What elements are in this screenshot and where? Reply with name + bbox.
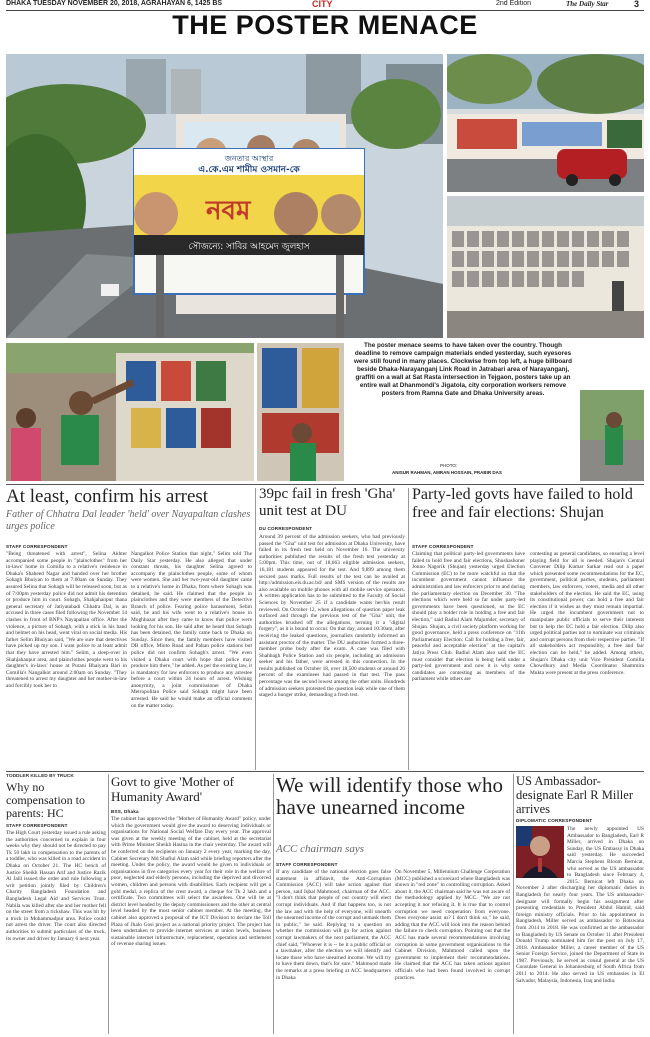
story3-byline: STAFF CORRESPONDENT xyxy=(412,544,474,549)
col-divider xyxy=(513,774,514,1034)
edition-label: 2nd Edition xyxy=(496,0,532,7)
story6-col1: If any candidate of the national election goes false statement in affidavit, the Anti-Corruption Commission (ACC) will take action against that person, said Iqbal Mahmood, chairman of the ACC. "I don't think that people of our country will elect corrupt individuals. And if that happens too, is not the law and with the help of everyone, will unearth the unearned income of the corrupt and unmask them in public," he said. Replying to a question on whether the commission will go for action against corrupt lawmakers of the next parliament, the ACC chief said, "Whoever it is -- be it a public official or a lawmaker, after the election we will identify and locate those who have unearned income. We will try to have them down, that's for sure." Mahmood made the remarks at a press briefing at ACC headquarters in Dhaka xyxy=(276,869,391,981)
billboard-photo-art xyxy=(6,54,443,338)
story2-byline: DU CORRESPONDENT xyxy=(259,526,313,531)
graffiti-photo-art xyxy=(447,54,644,192)
story6-byline: STAFF CORRESPONDENT xyxy=(276,862,338,867)
story4-byline: STAFF CORRESPONDENT xyxy=(6,823,68,828)
story5-body: The cabinet has approved the "Mother of Humanity Award" policy, under which the government would give the award to deserving individuals or organisations for National Social Welfare Day every year. The approval was given at the weekly meeting of the cabinet, held at the secretariat with Prime Minister Sheikh Hasina in the chair yesterday. The award will be conferred on the recipients on January 2 every year, marking the day, Cabinet Secretary Md Shafiul Alam said while briefing reporters after the meeting. Under the policy, the award would be given to individuals or organisations in five categories every year for their role in the welfare of poor, neglected and elderly persons, including the deprived and divorced women, children and persons with disabilities. Each recipient will get a gold medal, a replica of the crest award, a cheque for Tk 2 lakh and a certificate. Two committees will select the awardees. One will be at district level headed by the deputy commissioners and the other at central level headed by the most senior cabinet member. At the meeting, the cabinet also approved a proposal of the ICT Division to declare the Toll Plaza of Jhalo Gosi project as a national priority project. The project has been undertaken to provide internet services at union levels, business sustainable internet infrastructure, replacement, operation and settlement of revenue sharing issues. xyxy=(111,816,271,948)
story1-col1: "Being threatened with arrest", Selina Akhter accompanied some people in "plainclothes" from her in-laws' home in Comilla to a relative's residence in Dhaka's Shaheed Nagar and handed over her brother Sohagh Bhuiyan to them at 7:00am on Sunday. They assured Selina that Sohagh will be released soon, but as of 7:00pm yesterday police did not admit his detention or produce him in court. Sohagh, Shahjahanpur thana general secretary of Jatiyatabadi Chhatra Dal, is an accused in three cases filed following the November 14 clashes in front of BNP's Nayapaltan office. After the violence, a picture of Sohagh, with a stick in his hand and helmet on his head, went viral on social media. His father Selim Bhuiyan said, "We are sure that detectives have picked up my son. I want police to at least admit that they have arrested him." Selim, a sleep-over in Shahjahanpur area, and plainclothes people went to his daughter's in-laws' house at Purani Bhaiyara Bari in Comilla's Nangalkot around 2:00am on Sunday. "They threatened to arrest my daughter and her mother-in-law and forcibly took her to xyxy=(6,551,127,689)
section-rule xyxy=(6,484,644,485)
svg-text:জনতার আস্থার: জনতার আস্থার xyxy=(224,154,274,163)
story4-body: The High Court yesterday issued a rule asking the authorities concerned to explain in four weeks why they should not be directed to pay Tk 50 lakh in compensation to the parents of a toddler, who was killed in a road accident in Dhaka on October 21. The HC bench of Justice Sheikh Hassan Arif and Justice Razik Al Jalil issued the order and rule following a writ petition jointly filed by Children's Charity Bangladesh Foundation and Bangladesh Legal Aid and Services Trust. Nabila was killed after she and her mother fell on the street from a rickshaw. This was hit by a truck in Mohammadpur area. Police could not arrest the driver. The court also directed authorities to submit particulars of the truck, its owner and driver by January 6 next year. xyxy=(6,830,106,942)
section-name: CITY xyxy=(312,0,333,9)
workers-photo-3 xyxy=(580,390,644,481)
workers-photo-1-art xyxy=(6,343,254,481)
poster-wall-photo xyxy=(447,196,644,338)
story1-col2: Nangalkot Police Station that night," Selim told The Daily Star yesterday. He also alleged that under constant threats, his daughter Selina agreed to accompany the plainclothes people, some of whom were women. She and her two-year-old daughter came to a relative's home in Dhaka, from where Sohagh was detained, he said. He claimed that the people in plainclothes and they were members of the Detective Branch of police. Fearing police harassment, Selim said, he and his wife went to a relative's house in Moghbazar after they came to know that police were looking for his son. He said after he heard that Sohagh has been detained, the family came back to Dhaka on Sunday. Since then, the family members have visited DB office, Minto Road and Paltan police stations but police did not confirm Sohagh's arrest. "We even visited a Dhaka court with hope that police may produce him there," he added. As per the existing law, it is mandatory for law enforcers to produce any arrestee before a court within 24 hours of arrest. Wishing anonymity, a joint commissioner of Dhaka Metropolitan Police said Sohagh might have been arrested. He said he would make an official comment on the matter today. xyxy=(131,551,252,709)
story6-deck: ACC chairman says xyxy=(276,843,364,855)
story1-headline: At least, confirm his arrest xyxy=(6,486,209,507)
billboard-photo xyxy=(6,54,443,338)
story5-headline: Govt to give 'Mother of Humanity Award' xyxy=(111,774,234,804)
col-divider xyxy=(255,488,256,770)
svg-text:নবম: নবম xyxy=(206,196,251,226)
workers-photo-2 xyxy=(257,343,344,481)
poster-wall-photo-art xyxy=(447,196,644,338)
photo-caption: The poster menace seems to have taken over the country. Though deadline to remove campaign materials ended yesterday, such eyesores were still found in many places. Clockwise from top left, a huge billboard beside Dhaka-Narayanganj Link Road in Jatrabari area of Narayanganj, graffiti on a wall at Sat Rasta intersection in Tejgaon, posters take up an entire wall at Dhanmondi's Jigatola, city corporation workers remove posters from Ramna Gate and Dhaka University areas. xyxy=(354,342,572,397)
story1-deck: Father of Chhatra Dal leader 'held' over Nayapaltan clashes urges police xyxy=(6,509,251,532)
section-rule xyxy=(6,771,644,772)
col-divider xyxy=(408,488,409,770)
workers-photo-2-art xyxy=(257,343,344,481)
svg-text:সৌজন্যে: সাবির আহমেদ জুলহাস: সৌজন্যে: সাবির আহমেদ জুলহাস xyxy=(188,242,310,252)
svg-text:এ.কে.এম শামীম ওসমান-কে: এ.কে.এম শামীম ওসমান-কে xyxy=(198,165,300,175)
paper-name: The Daily Star xyxy=(566,0,609,8)
story3-col1: Claiming that political party-led governments have failed to hold free and fair elections, Shushashoner Jonno Nagorik (Shujan) yesterday urged Election Commission (EC) to be more watchful so that the incumbent government cannot influence the administration and law enforcers prior to and during the parliamentary election on December 30. "The elections which were held so far under party-led governments have been questioned, so the EC should play a bolder role in holding a free and fair election," said Badiul Alam Majumder, secretary of Shujan. Shujan, a civil society platform working for good governance, held a press conference on "11th Parliamentary Election: Call for holding a free, fair, peaceful and acceptable election" at the capital's Jatiya Press Club. Badiul Alam also said the EC must consider that election is being held under a party-led government and now it is why some candidates are contesting as members of the parliament while others are xyxy=(412,551,525,683)
story7-headline: US Ambassador-designate Earl R Miller arrives xyxy=(516,774,633,816)
story6-headline: We will identify those who have unearned income xyxy=(276,773,503,819)
graffiti-photo xyxy=(447,54,644,192)
page-number: 3 xyxy=(634,0,640,9)
story3-col2: contesting as general candidates, so ensuring a level playing field for all is needed. Shujan's Central Convener Dilip Kumar Sarkar read out a paper which presented some recommendations for the EC, government, political parties, students, parliament members, law enforcers, voters, media and all other stakeholders of the election. He said the EC, using its constitutional power, can hold a free and fair election if it wishes as they must remain impartial. He urged the incumbent government not to manipulate public officials to serve their interests but to help the EC hold a fair election. Dilip also urged political parties not to nominate war criminals and corrupt persons from their respective parties. "If all stakeholders act responsibly, a free and fair election can be held," he added. Among others, Shujan's Dhaka city unit Vice President Comilla Chowdhury and Media Coordinator Shammira Mukta were present at the press conference. xyxy=(530,551,644,676)
col-divider xyxy=(108,774,109,1034)
story2-body: Around 39 percent of the admission seekers, who had previously passed the "Gha" unit test for admission at Dhaka University, have failed in its fresh test held on November 16. The university authorities published the results of the fresh test yesterday at 5:00pm. This time, out of 18,663 eligible admission seekers, 16,181 students appeared for the test. And 9,899 among them secured pass marks. Full results of the test can be availed at http://admission.eis.du.ac.bd/ and SMS version of the results are also available on mobile phones with all mobile service operators. A written application has to be submitted to the Faculty of Social Sciences by November 25 if a candidate wants her/his result reviewed. On October 12, when allegations of question paper leak surfaced and through the previous test of the "Gha" unit, the authorities brushed off the allegations, terming it a "digital forgery", as it is bound to occur. On that day, around 10:30am, after receiving the leaked questions, journalists randomly informed an assistant proctor of the matter. The DU authorities formed a three-member probe body after the exam. A case was filed with Shahbagh Police Station and six people, including an admission seeker and his father, were arrested in this connection. In the results published on October 18, over 18,500 students or around 26 percent of the examinees had passed in that test. The pass percentage was the second lowest among the other units. Hundreds of admission seekers protested the question leak while one of them staged a hunger strike, demanding a fresh test. xyxy=(259,534,405,699)
story2-headline: 39pc fail in fresh 'Gha' unit test at DU xyxy=(259,486,396,519)
story7-byline: DIPLOMATIC CORRESPONDENT xyxy=(516,818,593,823)
workers-photo-1 xyxy=(6,343,254,481)
page-title: THE POSTER MENACE xyxy=(172,10,478,40)
date-line: DHAKA TUESDAY NOVEMBER 20, 2018, AGRAHAYAN 6, 1425 BS xyxy=(6,0,223,7)
story1-byline: STAFF CORRESPONDENT xyxy=(6,544,68,549)
story4-kicker: TODDLER KILLED BY TRUCK xyxy=(6,774,74,779)
workers-photo-3-art xyxy=(580,390,644,481)
col-divider xyxy=(273,774,274,1034)
story3-headline: Party-led govts have failed to hold free and fair elections: Shujan xyxy=(412,486,633,521)
story6-col2: On November 5, Millennium Challenge Corporation (MCC) published a scorecard where Bangladesh was shown in "red zone" in controlling corruption. Asked about it, the ACC chairman said he was not aware of the methodology applied by MCC. "We are not accepting it nor refusing it. It is true that to control corruption we need cooperation from everyone. Does everyone assist us? I don't think so," he said, adding that the ACC will look into the reason behind the failure to check corruption. Pointing out that the ACC has made several recommendations involving corruption in some government organisations to the Cabinet Division, Mahmood called upon the government to implement their recommendations. He claimed that the ACC has taken actions against officials who had been found involved in corrupt practices. xyxy=(395,869,510,981)
photo-credit: ANISUR RAHMAN, AMRAN HOSSAIN, PRABIR DAS xyxy=(392,470,502,475)
photo-credit-label: PHOTO: xyxy=(440,463,458,468)
story5-byline: BSS, Dhaka xyxy=(111,809,139,814)
story4-headline: Why no compensation to parents: HC xyxy=(6,780,85,820)
story7-body: The newly appointed US Ambassador to Bangladesh, Earl R Miller, arrived in Dhaka on Sunday, the US Embassy in Dhaka said yesterday. He succeeded Marcia Stephens Bloom Bernicat, who served as the US ambassador to Bangladesh since February 4, 2015. Bernicat left Dhaka on November 2 after discharging her diplomatic duties in Bangladesh for nearly four years. The US ambassador-designate will formally begin his assignment after presenting credentials to President Abdul Hamid, said foreign ministry officials. Prior to his appointment in Bangladesh, Miller served as ambassador to Botswana from 2014 to 2018. He was confirmed as the ambassador to Bangladesh by US Senate on October 11 after President Donald Trump nominated him for the post on July 17, 2018. Ambassador Miller, a career member of the US Senior Foreign Service, joined the Department of State in 1987. Previously, he served as consul general at the US Consulate General in Johannesburg of South Africa from 2011 to 2014. He also served in US embassies in El Salvador, Malaysia, Indonesia, Iraq and India. xyxy=(516,826,644,984)
